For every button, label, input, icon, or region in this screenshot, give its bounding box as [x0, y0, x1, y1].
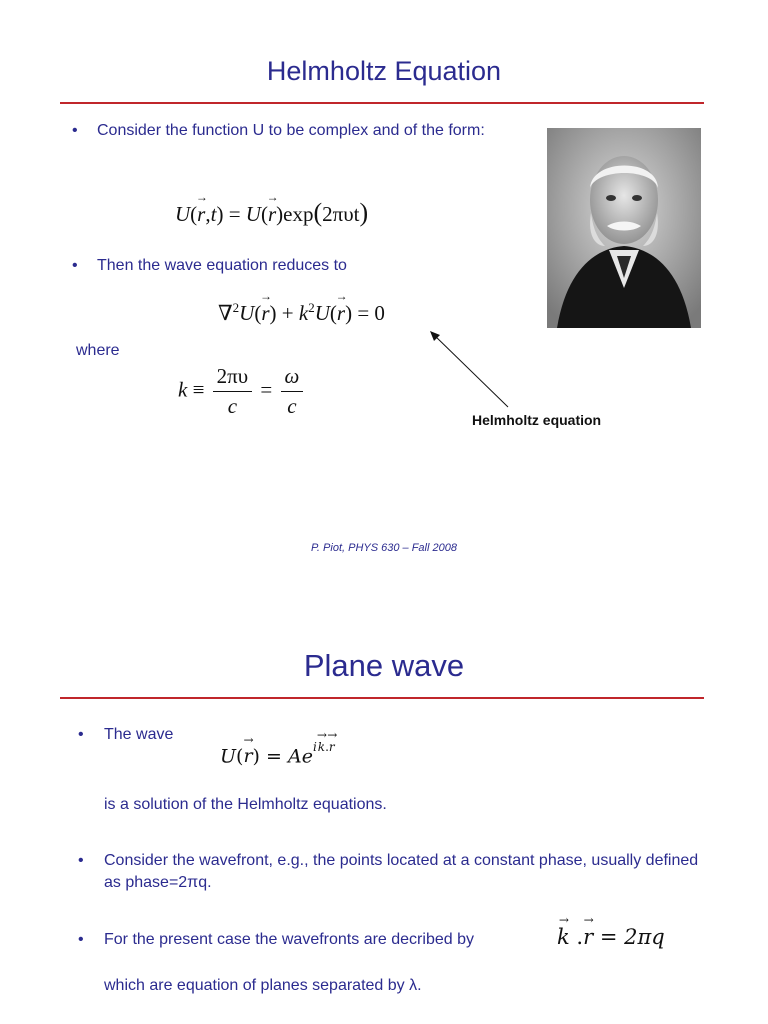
slide2-bullet1: The wave	[104, 726, 174, 743]
slide1-footer: P. Piot, PHYS 630 – Fall 2008	[311, 542, 457, 554]
bullet-dot: •	[78, 852, 84, 869]
helmholtz-callout-label: Helmholtz equation	[472, 412, 602, 428]
bullet-dot: •	[72, 122, 78, 139]
bullet-dot: •	[78, 931, 84, 948]
slide1-equation-1: U(→ r,t) = U(→ r)exp(2πυt)	[175, 198, 368, 228]
slide1-title-rule	[60, 102, 704, 104]
slide2-planes-line: which are equation of planes separated by λ.	[104, 977, 422, 994]
slide2-title: Plane wave	[303, 648, 465, 683]
slide1-equation-2: $\nabla^2U(\to r) + k^2U(\to r) = 0$	[218, 300, 385, 326]
slide2-bullet2: Consider the wavefront, e.g., the points located at a constant phase, usually defined as phase=2πq.	[104, 852, 699, 891]
slide2-title-rule	[60, 697, 704, 699]
slide2-equation-1: $U(\to r) = Ae^{i\to k.\to r}$	[220, 744, 335, 767]
slide1-bullet1: Consider the function U to be complex and of the form:	[97, 122, 485, 139]
slide1-bullet2: Then the wave equation reduces to	[97, 257, 347, 274]
slide1-title: Helmholtz Equation	[266, 56, 502, 86]
helmholtz-portrait	[547, 128, 701, 328]
slide2-solution-line: is a solution of the Helmholtz equations.	[104, 796, 387, 813]
bullet-dot: •	[78, 726, 84, 743]
slide1-where-label: where	[76, 342, 120, 359]
slide2-equation-2: → k .→ r = 2πq	[557, 925, 665, 949]
bullet-dot: •	[72, 257, 78, 274]
slide1-equation-3: k ≡ $\frac{2\pi\upsilon}{c}$ = $\frac{\omega}{c}$	[178, 364, 306, 419]
callout-arrow	[420, 325, 520, 415]
slide2-bullet3: For the present case the wavefronts are decribed by	[104, 931, 474, 948]
